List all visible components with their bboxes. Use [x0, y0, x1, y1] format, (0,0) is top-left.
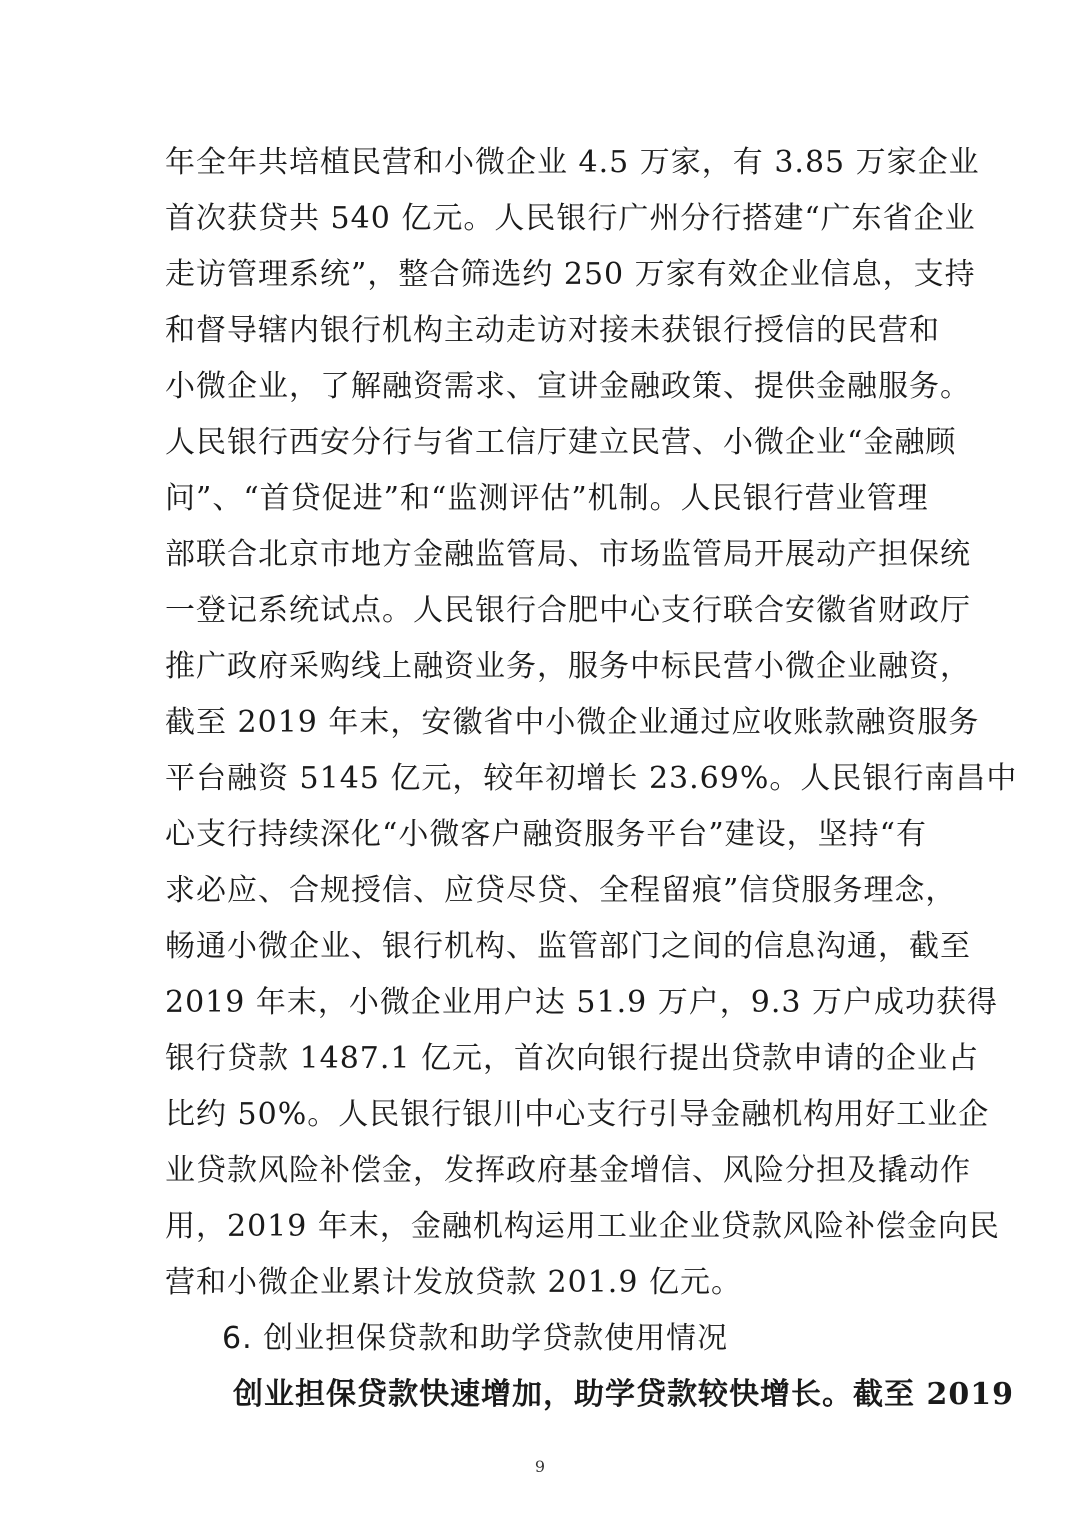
body-line-20: 用，2019 年末，金融机构运用工业企业贷款风险补偿金向民: [165, 1209, 1000, 1244]
body-line-9: 一登记系统试点。人民银行合肥中心支行联合安徽省财政厅: [165, 593, 971, 628]
body-line-6: 人民银行西安分行与省工信厅建立民营、小微企业“金融顾: [165, 425, 957, 460]
body-line-12: 平台融资 5145 亿元，较年初增长 23.69%。人民银行南昌中: [165, 761, 1018, 796]
body-line-16: 2019 年末，小微企业用户达 51.9 万户，9.3 万户成功获得: [165, 985, 998, 1020]
section-lead: 创业担保贷款快速增加，助学贷款较快增长。截至 2019: [233, 1377, 1014, 1412]
body-line-4: 和督导辖内银行机构主动走访对接未获银行授信的民营和: [165, 313, 940, 348]
body-line-21: 营和小微企业累计发放贷款 201.9 亿元。: [165, 1265, 742, 1300]
body-line-1: 年全年共培植民营和小微企业 4.5 万家，有 3.85 万家企业: [165, 145, 980, 180]
body-line-5: 小微企业，了解融资需求、宣讲金融政策、提供金融服务。: [165, 369, 971, 404]
body-line-15: 畅通小微企业、银行机构、监管部门之间的信息沟通，截至: [165, 929, 971, 964]
section-heading: 6. 创业担保贷款和助学贷款使用情况: [222, 1321, 729, 1356]
body-line-7: 问”、“首贷促进”和“监测评估”机制。人民银行营业管理: [165, 481, 929, 516]
body-line-3: 走访管理系统”，整合筛选约 250 万家有效企业信息，支持: [165, 257, 976, 292]
body-line-17: 银行贷款 1487.1 亿元，首次向银行提出贷款申请的企业占: [165, 1041, 980, 1076]
body-line-19: 业贷款风险补偿金，发挥政府基金增信、风险分担及撬动作: [165, 1153, 971, 1188]
body-line-8: 部联合北京市地方金融监管局、市场监管局开展动产担保统: [165, 537, 971, 572]
body-line-2: 首次获贷共 540 亿元。人民银行广州分行搭建“广东省企业: [165, 201, 976, 236]
body-line-14: 求必应、合规授信、应贷尽贷、全程留痕”信贷服务理念，: [165, 873, 957, 908]
body-line-11: 截至 2019 年末，安徽省中小微企业通过应收账款融资服务: [165, 705, 980, 740]
body-line-10: 推广政府采购线上融资业务，服务中标民营小微企业融资，: [165, 649, 971, 684]
body-line-13: 心支行持续深化“小微客户融资服务平台”建设，坚持“有: [165, 817, 928, 852]
body-line-18: 比约 50%。人民银行银川中心支行引导金融机构用好工业企: [165, 1097, 990, 1132]
page-number: 9: [534, 1457, 546, 1476]
